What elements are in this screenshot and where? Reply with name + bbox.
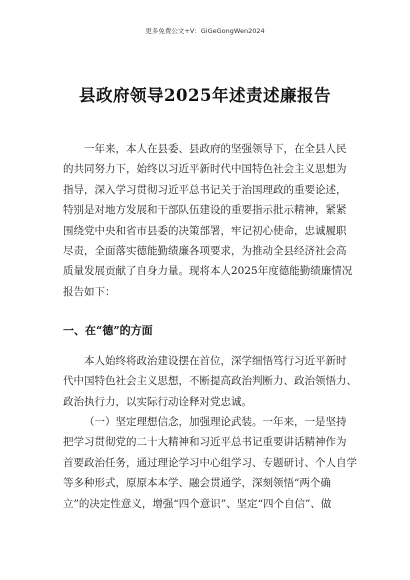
paragraph-line: 本人始终将政治建设摆在首位，深学细悟笃行习近平新时 [84, 355, 347, 367]
paragraph-section1 [63, 351, 363, 412]
paragraph-line: 围绕党中央和省市县委的决策部署，牢记初心使命，忠诚履职 [63, 224, 347, 237]
paragraph-line: 特别是对地方发展和干部队伍建设的重要指示批示精神，紧紧 [63, 204, 347, 217]
paragraph-line: 立”的决定性意义，增强“四个意识”、坚定“四个自信”、做 [63, 497, 332, 510]
paragraph-intro [63, 139, 363, 302]
paragraph-line: 的共同努力下，始终以习近平新时代中国特色社会主义思想为 [63, 163, 347, 176]
paragraph-line: （一）坚定理想信念，加强理论武装。一年来，一是坚持 [84, 416, 347, 428]
header-note: 更多免费公文+V：GiGeGongWen2024 [145, 27, 265, 35]
paragraph-line: 报告如下： [63, 285, 116, 298]
paragraph-line: 政治执行力，以实际行动诠释对党忠诚。 [63, 395, 252, 408]
paragraph-line: 尽责，全面落实德能勤绩廉各项要求，为推动全县经济社会高 [63, 244, 347, 257]
paragraph-line: 质量发展贡献了自身力量。现将本人2025年度德能勤绩廉情况 [63, 265, 353, 278]
paragraph-line: 一年来，本人在县委、县政府的坚强领导下，在全县人民 [84, 143, 347, 155]
paragraph-line: 指导，深入学习贯彻习近平总书记关于治国理政的重要论述， [63, 183, 347, 196]
paragraph-line: 首要政治任务，通过理论学习中心组学习、专题研讨、个人自学 [63, 456, 357, 469]
section-heading: 一、在“德”的方面 [63, 324, 153, 337]
paragraph-line: 代中国特色社会主义思想，不断提高政治判断力、政治领悟力、 [63, 375, 357, 388]
report-title: 县政府领导2025年述责述廉报告 [79, 86, 331, 105]
paragraph-subsection1 [63, 412, 363, 514]
paragraph-line: 把学习贯彻党的二十大精神和习近平总书记重要讲话精神作为 [63, 436, 347, 449]
paragraph-line: 等多种形式，原原本本学、融会贯通学，深刻领悟“两个确 [63, 477, 331, 490]
